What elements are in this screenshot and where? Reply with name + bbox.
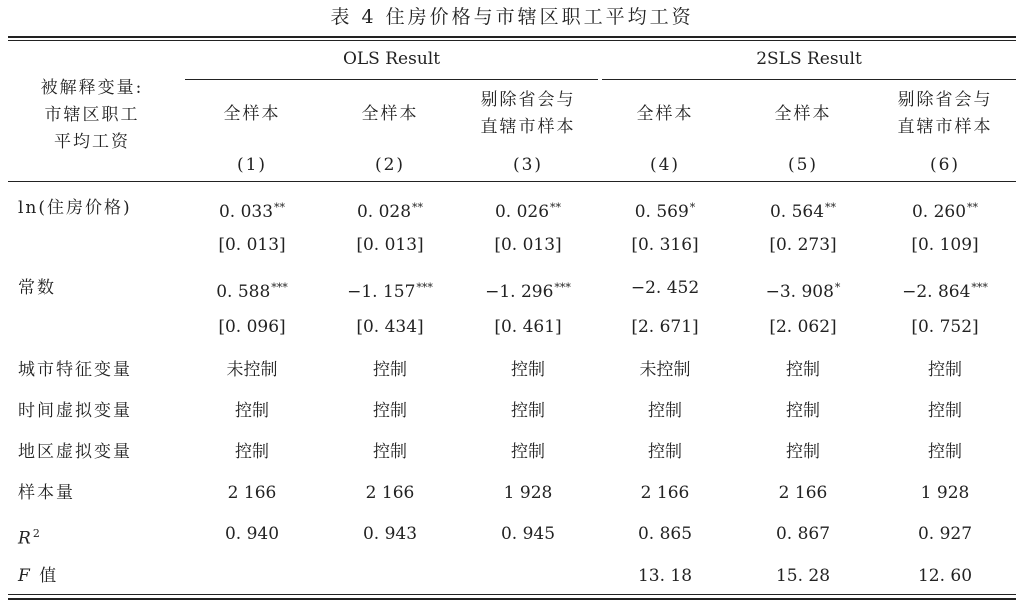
column-number: (1) bbox=[236, 155, 268, 175]
significance-stars: ** bbox=[412, 201, 424, 214]
table-cell bbox=[322, 401, 458, 421]
cell-value: 0. 569 bbox=[634, 202, 689, 222]
table-cell bbox=[735, 235, 871, 255]
cell-value: 0. 940 bbox=[224, 524, 280, 544]
table-cell bbox=[877, 524, 1013, 544]
cell-value: 控制 bbox=[511, 360, 545, 380]
cell-value: [0. 109] bbox=[911, 235, 979, 255]
column-number: (4) bbox=[649, 155, 681, 175]
group-header-ols: OLS Result bbox=[342, 49, 441, 69]
cell-value: 控制 bbox=[373, 442, 407, 462]
cell-value: [0. 013] bbox=[494, 235, 562, 255]
cell-value: [0. 013] bbox=[356, 235, 424, 255]
cell-value: 0. 588 bbox=[216, 282, 271, 302]
cell-value: 控制 bbox=[373, 360, 407, 380]
table-cell bbox=[322, 360, 458, 380]
cell-value: [2. 671] bbox=[631, 317, 699, 337]
group-header-2sls: 2SLS Result bbox=[756, 49, 862, 69]
table-cell bbox=[597, 524, 733, 544]
row-label bbox=[18, 524, 188, 549]
table-cell bbox=[735, 442, 871, 462]
cell-value: [0. 273] bbox=[769, 235, 837, 255]
table-cell bbox=[877, 483, 1013, 503]
column-header-2 bbox=[322, 101, 458, 128]
cell-value: 0. 026 bbox=[494, 202, 550, 222]
significance-stars: * bbox=[689, 201, 696, 214]
table-cell bbox=[597, 198, 733, 222]
cell-value: [0. 461] bbox=[494, 317, 562, 337]
table-cell bbox=[460, 401, 596, 421]
cell-value: 控制 bbox=[373, 401, 407, 421]
table-cell bbox=[460, 360, 596, 380]
column-header-label: 剔除省会与 bbox=[897, 90, 993, 110]
cell-value: 控制 bbox=[235, 442, 269, 462]
cell-value: −1. 157 bbox=[347, 282, 416, 302]
table-cell bbox=[597, 401, 733, 421]
cell-value: 控制 bbox=[928, 442, 962, 462]
table-cell bbox=[322, 524, 458, 544]
significance-stars: * bbox=[834, 281, 841, 294]
table-cell bbox=[877, 278, 1013, 302]
cell-value: [0. 316] bbox=[631, 235, 699, 255]
table-cell bbox=[877, 401, 1013, 421]
cell-value: 控制 bbox=[786, 360, 820, 380]
significance-stars: ** bbox=[274, 201, 286, 214]
table-cell bbox=[735, 317, 871, 337]
stub-header-line: 平均工资 bbox=[54, 132, 130, 152]
cell-value: [0. 434] bbox=[356, 317, 424, 337]
row-label-text: 地区虚拟变量 bbox=[18, 442, 132, 462]
group-underline-2sls bbox=[602, 79, 1016, 80]
cell-value: 控制 bbox=[648, 401, 682, 421]
significance-stars: *** bbox=[271, 281, 288, 294]
cell-value: 0. 867 bbox=[775, 524, 831, 544]
table-cell bbox=[597, 442, 733, 462]
column-header-5 bbox=[735, 101, 871, 128]
row-label-text: R bbox=[18, 528, 33, 549]
table-cell bbox=[597, 360, 733, 380]
table-cell bbox=[184, 278, 320, 302]
top-rule-thin bbox=[8, 40, 1016, 41]
table-cell bbox=[460, 483, 596, 503]
cell-value: 控制 bbox=[648, 442, 682, 462]
column-number: (2) bbox=[374, 155, 406, 175]
column-header-1 bbox=[184, 101, 320, 128]
row-label-text: 常数 bbox=[18, 278, 56, 298]
cell-value: 0. 943 bbox=[362, 524, 418, 544]
table-cell bbox=[460, 317, 596, 337]
column-number: (3) bbox=[512, 155, 544, 175]
table-cell bbox=[877, 442, 1013, 462]
cell-value: 2 166 bbox=[227, 483, 277, 503]
row-label-text: 样本量 bbox=[18, 483, 75, 503]
row-label-suffix: 值 bbox=[31, 566, 59, 586]
table-cell bbox=[184, 442, 320, 462]
cell-value: 0. 945 bbox=[500, 524, 556, 544]
column-header-label: 直辖市样本 bbox=[897, 117, 993, 137]
table-cell bbox=[877, 235, 1013, 255]
bottom-rule-thin bbox=[8, 594, 1016, 595]
table-caption: 表 4 住房价格与市辖区职工平均工资 bbox=[330, 6, 694, 28]
cell-value: 12. 60 bbox=[917, 566, 973, 586]
table-cell bbox=[322, 483, 458, 503]
table-cell bbox=[877, 317, 1013, 337]
table-cell bbox=[184, 524, 320, 544]
table-cell bbox=[597, 278, 733, 298]
row-label-text: 城市特征变量 bbox=[18, 360, 132, 380]
column-header-label: 全样本 bbox=[636, 104, 694, 124]
table-cell bbox=[877, 360, 1013, 380]
cell-value: 2 166 bbox=[778, 483, 828, 503]
significance-stars: ** bbox=[550, 201, 562, 214]
cell-value: [0. 013] bbox=[218, 235, 286, 255]
column-header-label: 剔除省会与 bbox=[480, 90, 576, 110]
row-label-text: F bbox=[18, 566, 32, 586]
table-cell bbox=[322, 235, 458, 255]
cell-value: 0. 865 bbox=[637, 524, 693, 544]
table-cell bbox=[460, 442, 596, 462]
cell-value: 0. 260 bbox=[911, 202, 967, 222]
column-header-label: 全样本 bbox=[361, 104, 419, 124]
column-number: (5) bbox=[787, 155, 819, 175]
cell-value: 13. 18 bbox=[637, 566, 693, 586]
cell-value: 0. 033 bbox=[218, 202, 274, 222]
column-header-6 bbox=[877, 87, 1013, 141]
table-cell bbox=[877, 566, 1013, 586]
table-cell bbox=[597, 235, 733, 255]
table-cell bbox=[322, 278, 458, 302]
table-cell bbox=[322, 442, 458, 462]
stub-header-line: 被解释变量: bbox=[40, 78, 144, 98]
cell-value: 15. 28 bbox=[775, 566, 831, 586]
column-header-label: 全样本 bbox=[774, 104, 832, 124]
cell-value: 0. 564 bbox=[769, 202, 825, 222]
cell-value: 1 928 bbox=[503, 483, 553, 503]
cell-value: 0. 927 bbox=[917, 524, 973, 544]
row-label bbox=[18, 442, 188, 462]
row-label bbox=[18, 401, 188, 421]
table-cell bbox=[322, 317, 458, 337]
table-cell bbox=[735, 524, 871, 544]
table-cell bbox=[460, 198, 596, 222]
table-cell bbox=[322, 198, 458, 222]
table-cell bbox=[184, 317, 320, 337]
cell-value: −3. 908 bbox=[765, 282, 834, 302]
table-cell bbox=[184, 483, 320, 503]
cell-value: 控制 bbox=[928, 401, 962, 421]
cell-value: 控制 bbox=[786, 442, 820, 462]
cell-value: −2. 452 bbox=[630, 278, 700, 298]
column-number: (6) bbox=[929, 155, 961, 175]
stub-header-line: 市辖区职工 bbox=[44, 105, 140, 125]
cell-value: 控制 bbox=[235, 401, 269, 421]
table-cell bbox=[735, 483, 871, 503]
column-header-label: 全样本 bbox=[223, 104, 281, 124]
cell-value: 1 928 bbox=[920, 483, 970, 503]
cell-value: [2. 062] bbox=[769, 317, 837, 337]
cell-value: [0. 752] bbox=[911, 317, 979, 337]
header-rule bbox=[8, 181, 1016, 182]
significance-stars: *** bbox=[554, 281, 571, 294]
table-cell bbox=[877, 198, 1013, 222]
top-rule bbox=[8, 36, 1016, 38]
significance-stars: ** bbox=[825, 201, 837, 214]
cell-value: 未控制 bbox=[226, 360, 278, 380]
row-label bbox=[18, 198, 188, 218]
cell-value: [0. 096] bbox=[218, 317, 286, 337]
cell-value: 控制 bbox=[928, 360, 962, 380]
table-cell bbox=[735, 278, 871, 302]
significance-stars: *** bbox=[971, 281, 988, 294]
row-label-text: ln(住房价格) bbox=[18, 198, 132, 218]
row-label bbox=[18, 360, 188, 380]
table-cell bbox=[184, 401, 320, 421]
table-cell bbox=[184, 360, 320, 380]
cell-value: 2 166 bbox=[640, 483, 690, 503]
bottom-rule bbox=[8, 598, 1016, 600]
stub-header bbox=[22, 75, 162, 156]
table-cell bbox=[735, 566, 871, 586]
row-label bbox=[18, 566, 188, 586]
table-cell bbox=[184, 198, 320, 222]
table-cell bbox=[597, 483, 733, 503]
row-label-superscript: 2 bbox=[32, 527, 42, 540]
column-header-4 bbox=[597, 101, 733, 128]
significance-stars: *** bbox=[416, 281, 433, 294]
significance-stars: ** bbox=[967, 201, 979, 214]
cell-value: 控制 bbox=[511, 442, 545, 462]
row-label bbox=[18, 483, 188, 503]
table-cell bbox=[597, 566, 733, 586]
cell-value: 2 166 bbox=[365, 483, 415, 503]
cell-value: 控制 bbox=[511, 401, 545, 421]
row-label bbox=[18, 278, 188, 298]
table-cell bbox=[460, 278, 596, 302]
column-header-label: 直辖市样本 bbox=[480, 117, 576, 137]
cell-value: −2. 864 bbox=[902, 282, 971, 302]
table-cell bbox=[735, 360, 871, 380]
table-cell bbox=[597, 317, 733, 337]
row-label-text: 时间虚拟变量 bbox=[18, 401, 132, 421]
table-cell bbox=[735, 198, 871, 222]
table-cell bbox=[460, 235, 596, 255]
table-cell bbox=[460, 524, 596, 544]
cell-value: 未控制 bbox=[639, 360, 691, 380]
table-cell bbox=[735, 401, 871, 421]
cell-value: −1. 296 bbox=[485, 282, 554, 302]
cell-value: 0. 028 bbox=[356, 202, 412, 222]
table-cell bbox=[184, 235, 320, 255]
column-header-3 bbox=[460, 87, 596, 141]
cell-value: 控制 bbox=[786, 401, 820, 421]
group-underline-ols bbox=[185, 79, 598, 80]
